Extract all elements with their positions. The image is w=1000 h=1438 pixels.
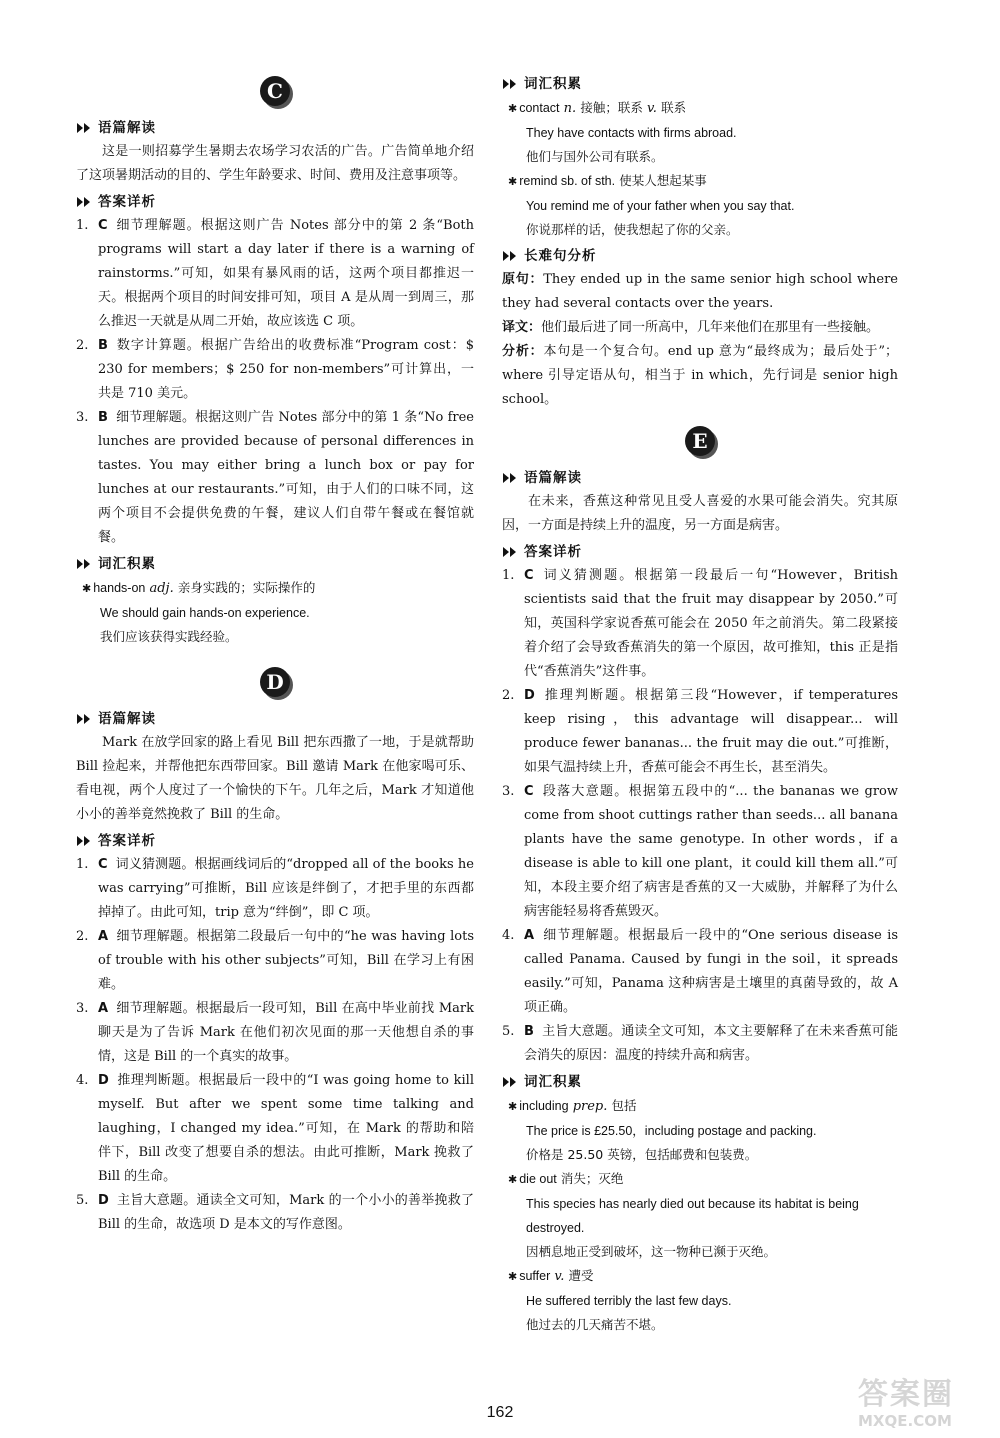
- answer-item: 4. D 推理判断题。根据最后一段中的“I was going home to kill myself. But after we spent some time talking and laughing，I changed my idea.”可知，在 Mark 的帮助和陪伴下，Bill 改变了想要自杀的想法。由此可推断，Mark 挽救了 Bill 的生命。: [76, 1073, 474, 1184]
- star-icon: ✱: [82, 582, 92, 595]
- star-icon: ✱: [508, 1100, 518, 1113]
- original-sentence: 原句：They ended up in the same senior high school where they had several contacts over the years.: [502, 272, 898, 311]
- star-icon: ✱: [508, 1173, 518, 1186]
- watermark: 答案圈 MXQE.COM: [858, 1377, 954, 1430]
- section-heading: 词汇积累: [502, 1070, 898, 1094]
- vocab-entry: ✱ including prep. 包括 The price is £25.50，including postage and packing. 价格是 25.50 英镑，包括邮费和包装费。: [508, 1098, 817, 1162]
- double-chevron-icon: [76, 196, 92, 208]
- right-column: [502, 70, 898, 1337]
- section-badge-e: E: [685, 426, 715, 456]
- section-heading: 词汇积累: [76, 552, 474, 576]
- star-icon: ✱: [508, 1270, 518, 1283]
- answer-item: 1. C 词义猜测题。根据第一段最后一句“However，British scientists said that the fruit may disappear by 2050.”可知，英国科学家说香蕉可能会在 2050 年之前消失。第二段紧接着介绍了会导致香蕉消失的第一个原因，故可推知，this 正是指代“香蕉消失”这件事。: [502, 568, 898, 679]
- double-chevron-icon: [502, 472, 518, 484]
- double-chevron-icon: [76, 713, 92, 725]
- answer-item: 2. A 细节理解题。根据第二段最后一句中的“he was having lots of trouble with his other subjects”可知，Bill 在学习上有困难。: [76, 929, 474, 992]
- vocab-entry: ✱ contact n. 接触；联系 v. 联系 They have contacts with firms abroad. 他们与国外公司有联系。: [508, 100, 737, 164]
- analysis: 分析：本句是一个复合句。end up 意为“最终成为；最后处于”；where 引导定语从句，相当于 in which，先行词是 senior high school。: [502, 344, 898, 407]
- answer-item: 3. B 细节理解题。根据这则广告 Notes 部分中的第 1 条“No free lunches are provided because of personal differences in tastes. You may either bring a lunch box or pay for lunches at our restaurants.”可知，由于人们的口味不同，这两个项目不会提供免费的午餐，建议人们自带午餐或在餐馆就餐。: [76, 410, 474, 545]
- translation: 译文：他们最后进了同一所高中，几年来他们在那里有一些接触。: [502, 320, 880, 335]
- answer-item: 3. A 细节理解题。根据最后一段可知，Bill 在高中毕业前找 Mark 聊天是为了告诉 Mark 在他们初次见面的那一天他想自杀的事情，这是 Bill 的一个真实的故事。: [76, 1001, 474, 1064]
- answer-item: 4. A 细节理解题。根据最后一段中的“One serious disease is called Panama. Caused by fungi in the soil，it spreads easily.”可知，Panama 这种病害是土壤里的真菌导致的，故 A 项正确。: [502, 928, 898, 1015]
- answer-item: 2. B 数字计算题。根据广告给出的收费标准“Program cost：$ 230 for members；$ 250 for non-members”可计算出，一共是 710 美元。: [76, 338, 474, 401]
- page-number: 162: [486, 1404, 514, 1421]
- double-chevron-icon: [502, 78, 518, 90]
- vocab-entry: ✱ die out 消失；灭绝 This species has nearly died out because its habitat is being destroyed. 因栖息地正受到破坏，这一物种已濒于灭绝。: [508, 1171, 859, 1259]
- left-column: [76, 70, 474, 1237]
- section-badge-c: C: [260, 76, 290, 106]
- reading-summary: 这是一则招募学生暑期去农场学习农活的广告。广告简单地介绍了这项暑期活动的目的、学生年龄要求、时间、费用及注意事项等。: [76, 144, 474, 183]
- answer-item: 1. C 词义猜测题。根据画线词后的“dropped all of the books he was carrying”可推断，Bill 应该是绊倒了，才把手里的东西都掉掉了。由此可知，trip 意为“绊倒”，即 C 项。: [76, 857, 474, 920]
- section-heading: 答案详析: [502, 540, 898, 564]
- section-heading: 语篇解读: [502, 466, 898, 490]
- section-heading: 答案详析: [76, 829, 474, 853]
- section-heading: 长难句分析: [502, 244, 898, 268]
- vocab-entry: ✱ suffer v. 遭受 He suffered terribly the last few days. 他过去的几天痛苦不堪。: [508, 1268, 732, 1332]
- section-heading: 答案详析: [76, 190, 474, 214]
- star-icon: ✱: [508, 175, 518, 188]
- answer-item: 3. C 段落大意题。根据第五段中的“... the bananas we grow come from shoot cuttings rather than seeds... all banana plants have the same genotype. In other words，if a disease is able to kill one plant，it could kill them all.”可知，本段主要介绍了病害是香蕉的又一大威胁，并解释了为什么病害能轻易将香蕉毁灭。: [502, 784, 898, 919]
- vocab-entry: ✱ hands-on adj. 亲身实践的；实际操作的 We should gain hands-on experience. 我们应该获得实践经验。: [82, 580, 316, 644]
- answer-item: 1. C 细节理解题。根据这则广告 Notes 部分中的第 2 条“Both programs will start a day later if there is a warning of rainstorms.”可知，如果有暴风雨的话，这两个项目都推迟一天。根据两个项目的时间安排可知，项目 A 是从周一到周三，那么推迟一天就是从周二开始，故应该选 C 项。: [76, 218, 474, 329]
- answer-item: 5. D 主旨大意题。通读全文可知，Mark 的一个小小的善举挽救了 Bill 的生命，故选项 D 是本文的写作意图。: [76, 1193, 474, 1232]
- reading-summary: 在未来，香蕉这种常见且受人喜爱的水果可能会消失。究其原因，一方面是持续上升的温度，另一方面是病害。: [502, 494, 898, 533]
- section-heading: 语篇解读: [76, 116, 474, 140]
- section-heading: 词汇积累: [502, 72, 898, 96]
- double-chevron-icon: [76, 558, 92, 570]
- answer-item: 2. D 推理判断题。根据第三段“However，if temperatures keep rising，this advantage will disappear... will produce fewer bananas... the fruit may die out.”可推断，如果气温持续上升，香蕉可能会不再生长，甚至消失。: [502, 688, 898, 775]
- star-icon: ✱: [508, 102, 518, 115]
- double-chevron-icon: [76, 122, 92, 134]
- double-chevron-icon: [502, 546, 518, 558]
- vocab-entry: ✱ remind sb. of sth. 使某人想起某事 You remind me of your father when you say that. 你说那样的话，使我想起了你的父亲。: [508, 173, 795, 237]
- reading-summary: Mark 在放学回家的路上看见 Bill 把东西撒了一地，于是就帮助 Bill 捡起来，并帮他把东西带回家。Bill 邀请 Mark 在他家喝可乐、看电视，两个人度过了一个愉快的下午。几年之后，Mark 才知道他小小的善举竟然挽救了 Bill 的生命。: [76, 735, 474, 822]
- double-chevron-icon: [502, 250, 518, 262]
- answer-item: 5. B 主旨大意题。通读全文可知，本文主要解释了在未来香蕉可能会消失的原因：温度的持续升高和病害。: [502, 1024, 898, 1063]
- section-heading: 语篇解读: [76, 707, 474, 731]
- double-chevron-icon: [502, 1076, 518, 1088]
- section-badge-d: D: [260, 667, 290, 697]
- double-chevron-icon: [76, 835, 92, 847]
